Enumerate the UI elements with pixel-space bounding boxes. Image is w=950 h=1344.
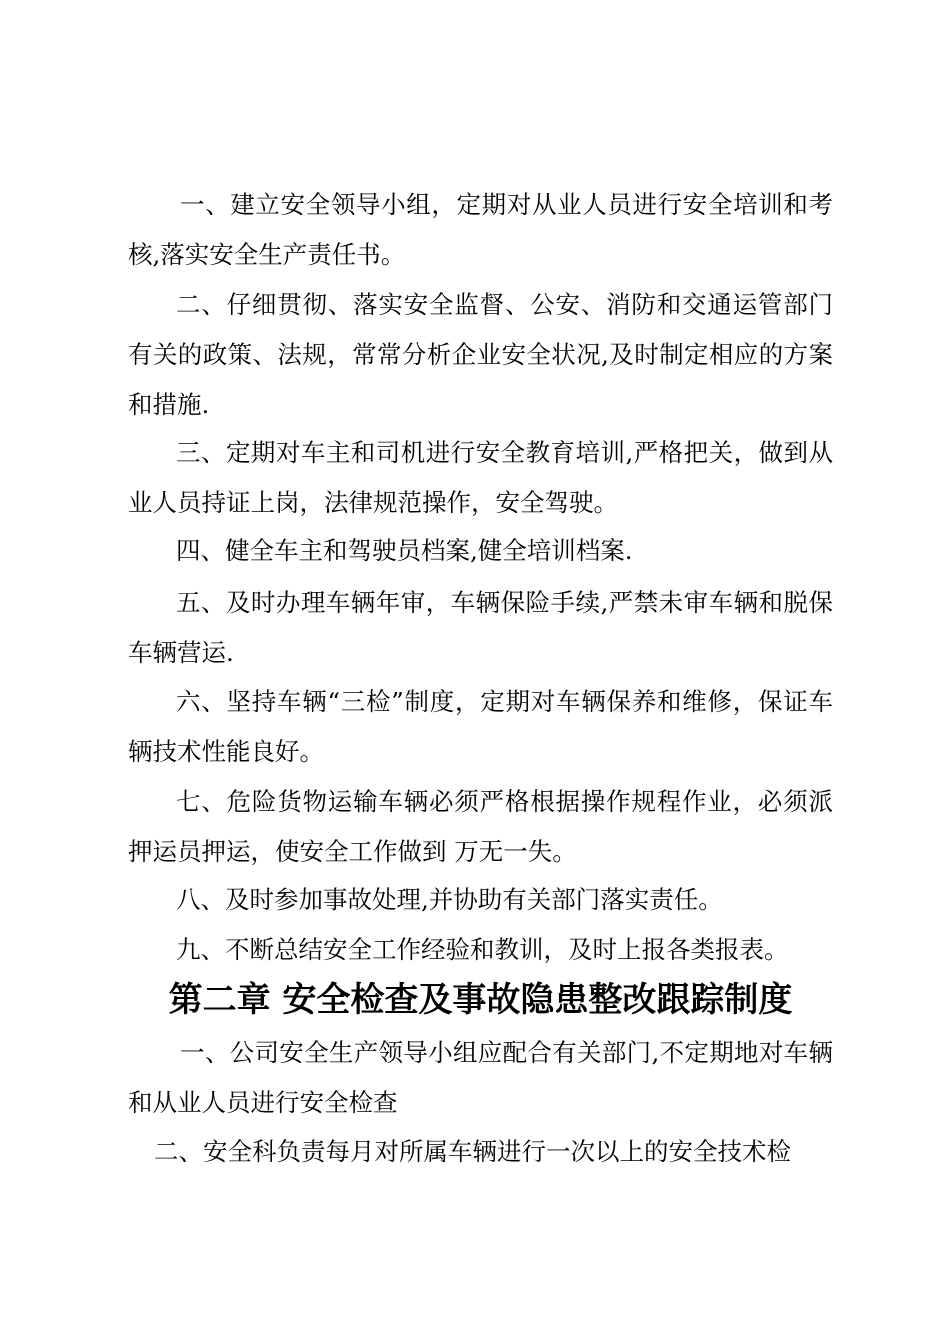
paragraph-9: 九、不断总结安全工作经验和教训，及时上报各类报表。 (176, 935, 789, 964)
paragraph-2: 二、仔细贯彻、落实安全监督、公安、消防和交通运管部门有关的政策、法规，常常分析企业安全状况,及时制定相应的方案和措施. (128, 290, 833, 419)
paragraph-5: 五、及时办理车辆年审，车辆保险手续,严禁未审车辆和脱保车辆营运. (128, 588, 833, 667)
paragraph-8: 八、及时参加事故处理,并协助有关部门落实责任。 (176, 885, 723, 914)
chapter-title: 第二章 安全检查及事故隐患整改跟踪制度 (168, 980, 793, 1020)
paragraph-4: 四、健全车主和驾驶员档案,健全培训档案. (176, 536, 633, 565)
paragraph-10: 一、公司安全生产领导小组应配合有关部门,不定期地对车辆和从业人员进行安全检查 (128, 1038, 833, 1117)
paragraph-1: 一、建立安全领导小组，定期对从业人员进行安全培训和考核,落实安全生产责任书。 (128, 190, 833, 269)
paragraph-3: 三、定期对车主和司机进行安全教育培训,严格把关，做到从业人员持证上岗，法律规范操作，安全驾驶。 (128, 438, 833, 517)
paragraph-11: 二、安全科负责每月对所属车辆进行一次以上的安全技术检 (154, 1137, 791, 1166)
paragraph-6: 六、坚持车辆“三检”制度，定期对车辆保养和维修，保证车辆技术性能良好。 (128, 687, 833, 766)
paragraph-7: 七、危险货物运输车辆必须严格根据操作规程作业，必须派押运员押运，使安全工作做到 万无一失。 (128, 787, 833, 866)
